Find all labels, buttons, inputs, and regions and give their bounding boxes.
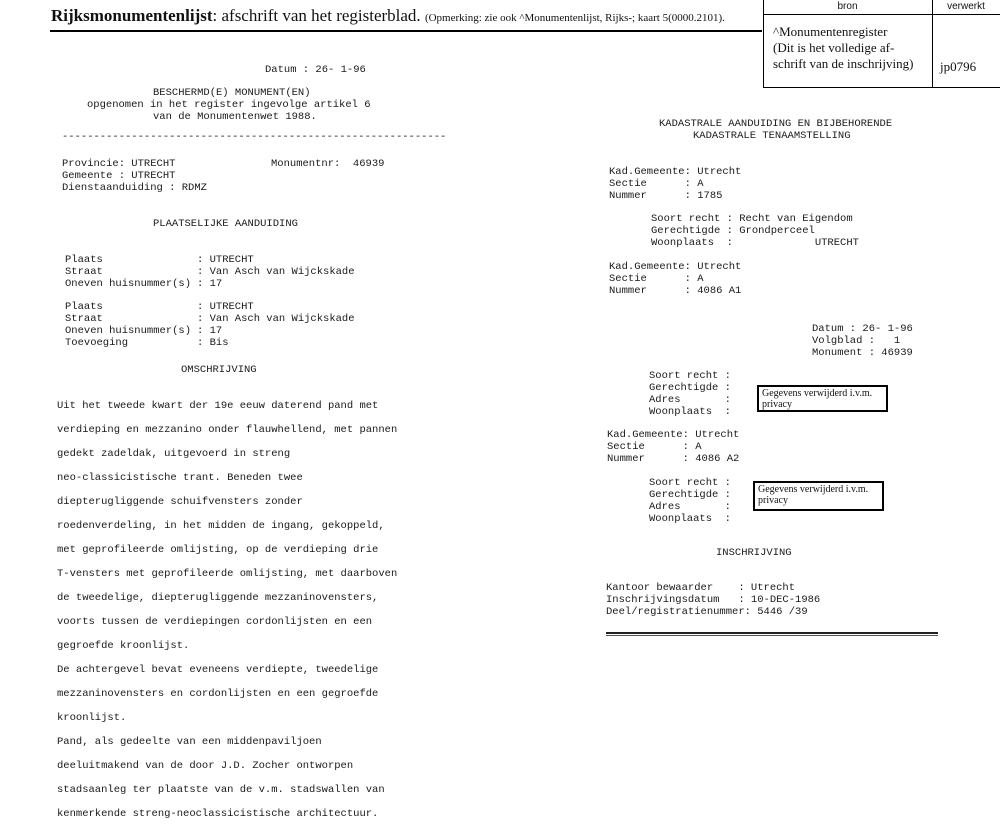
title-note: (Opmerking: zie ook ^Monumentenlijst, Rijks-; kaart 5(0000.2101). [424, 12, 725, 24]
description-line: Uit het tweede kwart der 19e eeuw daterend pand met [57, 400, 379, 412]
addr1-value: : UTRECHT [197, 254, 254, 266]
description-line: diepterugliggende schuifvensters zonder [57, 496, 303, 508]
dash-separator: ------------------------------------------------------------- [62, 131, 447, 143]
parcel1-gemeente: Kad.Gemeente: Utrecht [609, 166, 742, 178]
heading-line: van de Monumentenwet 1988. [153, 111, 317, 123]
plaatselijke-heading: PLAATSELIJKE AANDUIDING [153, 218, 298, 230]
registratienummer: Deel/registratienummer: 5446 /39 [606, 606, 808, 618]
description-line: kenmerkende streng-neoclassicistische architectuur. [57, 808, 379, 820]
heading-line: opgenomen in het register ingevolge artikel 6 [87, 99, 371, 111]
dienstaanduiding: Dienstaanduiding : RDMZ [62, 182, 207, 194]
addr1-label: Straat [65, 266, 103, 278]
description-line: gegroefde kroonlijst. [57, 640, 190, 652]
description-line: De achtergevel bevat eveneens verdiepte, tweedelige [57, 664, 379, 676]
provincie: Provincie: UTRECHT [62, 158, 176, 170]
description-line: voorts tussen de verdiepingen cordonlijsten en een [57, 616, 373, 628]
left-datum: Datum : 26- 1-96 [265, 64, 366, 76]
addr2-value: : UTRECHT [197, 301, 254, 313]
description-line: de tweedelige, diepterugliggende mezzaninovensters, [57, 592, 379, 604]
parcel1-sectie: Sectie : A [609, 178, 704, 190]
description-line: kroonlijst. [57, 712, 127, 724]
parcel1-nummer: Nummer : 1785 [609, 190, 723, 202]
privacy-redaction-box: Gegevens verwijderd i.v.m. privacy [757, 385, 888, 412]
addr2-label: Toevoeging [65, 337, 129, 349]
bottom-rule [606, 635, 938, 636]
monumentnr: Monumentnr: 46939 [271, 158, 385, 170]
description-line: verdieping en mezzanino onder flauwhellend, met pannen [57, 424, 398, 436]
description-line: neo-classicistische trant. Beneden twee [57, 472, 303, 484]
addr1-label: Oneven huisnummer(s) [65, 278, 192, 290]
parcel3-sectie: Sectie : A [607, 441, 702, 453]
volg-monument: Monument : 46939 [812, 347, 913, 359]
recht2-woonplaats: Woonplaats : [649, 406, 731, 418]
addr2-value: : Bis [197, 337, 229, 349]
info-header-rule [763, 14, 1000, 15]
description-line: roedenverdeling, in het midden de ingang, gekoppeld, [57, 520, 385, 532]
addr1-label: Plaats [65, 254, 103, 266]
parcel3-gemeente: Kad.Gemeente: Utrecht [607, 429, 740, 441]
kad-heading-line: KADASTRALE TENAAMSTELLING [693, 130, 851, 142]
document-title [51, 6, 725, 26]
heading-line: BESCHERMD(E) MONUMENT(EN) [153, 87, 311, 99]
omschrijving-heading: OMSCHRIJVING [181, 364, 257, 376]
addr2-label: Oneven huisnummer(s) [65, 325, 192, 337]
description-line: Pand, als gedeelte van een middenpaviljoen [57, 736, 322, 748]
description-line: gedekt zadeldak, uitgevoerd in streng [57, 448, 291, 460]
privacy-redaction-box: Gegevens verwijderd i.v.m. privacy [753, 481, 884, 511]
bron-line: (Dit is het volledige af- [773, 40, 895, 55]
kantoor-bewaarder: Kantoor bewaarder : Utrecht [606, 582, 796, 594]
bron-line: schrift van de inschrijving) [773, 56, 914, 71]
bron-line: ^Monumentenregister [773, 24, 888, 39]
header-rule [50, 30, 762, 32]
bottom-rule [606, 632, 938, 634]
volgblad: Volgblad : 1 [812, 335, 901, 347]
recht3-gerechtigde: Gerechtigde : [649, 489, 731, 501]
addr2-label: Plaats [65, 301, 103, 313]
description-line: mezzaninovensters en cordonlijsten en een gegroefde [57, 688, 379, 700]
title-rest: : afschrift van het registerblad. [212, 6, 421, 25]
parcel3-nummer: Nummer : 4086 A2 [607, 453, 740, 465]
verwerkt-label: verwerkt [947, 1, 985, 12]
title-bold: Rijksmonumentenlijst [51, 6, 213, 25]
recht3-adres: Adres : [649, 501, 731, 513]
parcel2-nummer: Nummer : 4086 A1 [609, 285, 742, 297]
recht2-adres: Adres : [649, 394, 731, 406]
recht3-woonplaats: Woonplaats : [649, 513, 731, 525]
inschrijvingsdatum: Inschrijvingsdatum : 10-DEC-1986 [606, 594, 821, 606]
gemeente: Gemeente : UTRECHT [62, 170, 176, 182]
description-line: stadsaanleg ter plaatste van de v.m. stadswallen van [57, 784, 385, 796]
parcel2-sectie: Sectie : A [609, 273, 704, 285]
recht1-woonplaats: Woonplaats : UTRECHT [651, 237, 859, 249]
addr2-value: : 17 [197, 325, 223, 337]
description-line: T-vensters met geprofileerde omlijsting, met daarboven [57, 568, 398, 580]
inschrijving-heading: INSCHRIJVING [716, 547, 792, 559]
recht1-gerechtigde: Gerechtigde : Grondperceel [651, 225, 815, 237]
verwerkt-value: jp0796 [940, 59, 977, 74]
recht3-soort: Soort recht : [649, 477, 731, 489]
kad-heading-line: KADASTRALE AANDUIDING EN BIJBEHORENDE [659, 118, 893, 130]
bron-label: bron [837, 1, 858, 12]
omschrijving-text [57, 388, 397, 832]
recht2-soort: Soort recht : [649, 370, 731, 382]
volg-datum: Datum : 26- 1-96 [812, 323, 913, 335]
description-line: deeluitmakend van de door J.D. Zocher ontworpen [57, 760, 354, 772]
recht2-gerechtigde: Gerechtigde : [649, 382, 731, 394]
addr2-value: : Van Asch van Wijckskade [197, 313, 355, 325]
parcel2-gemeente: Kad.Gemeente: Utrecht [609, 261, 742, 273]
addr2-label: Straat [65, 313, 103, 325]
addr1-value: : 17 [197, 278, 223, 290]
recht1-soort: Soort recht : Recht van Eigendom [651, 213, 853, 225]
addr1-value: : Van Asch van Wijckskade [197, 266, 355, 278]
description-line: met geprofileerde omlijsting, op de verdieping drie [57, 544, 379, 556]
bron-text [773, 24, 933, 72]
